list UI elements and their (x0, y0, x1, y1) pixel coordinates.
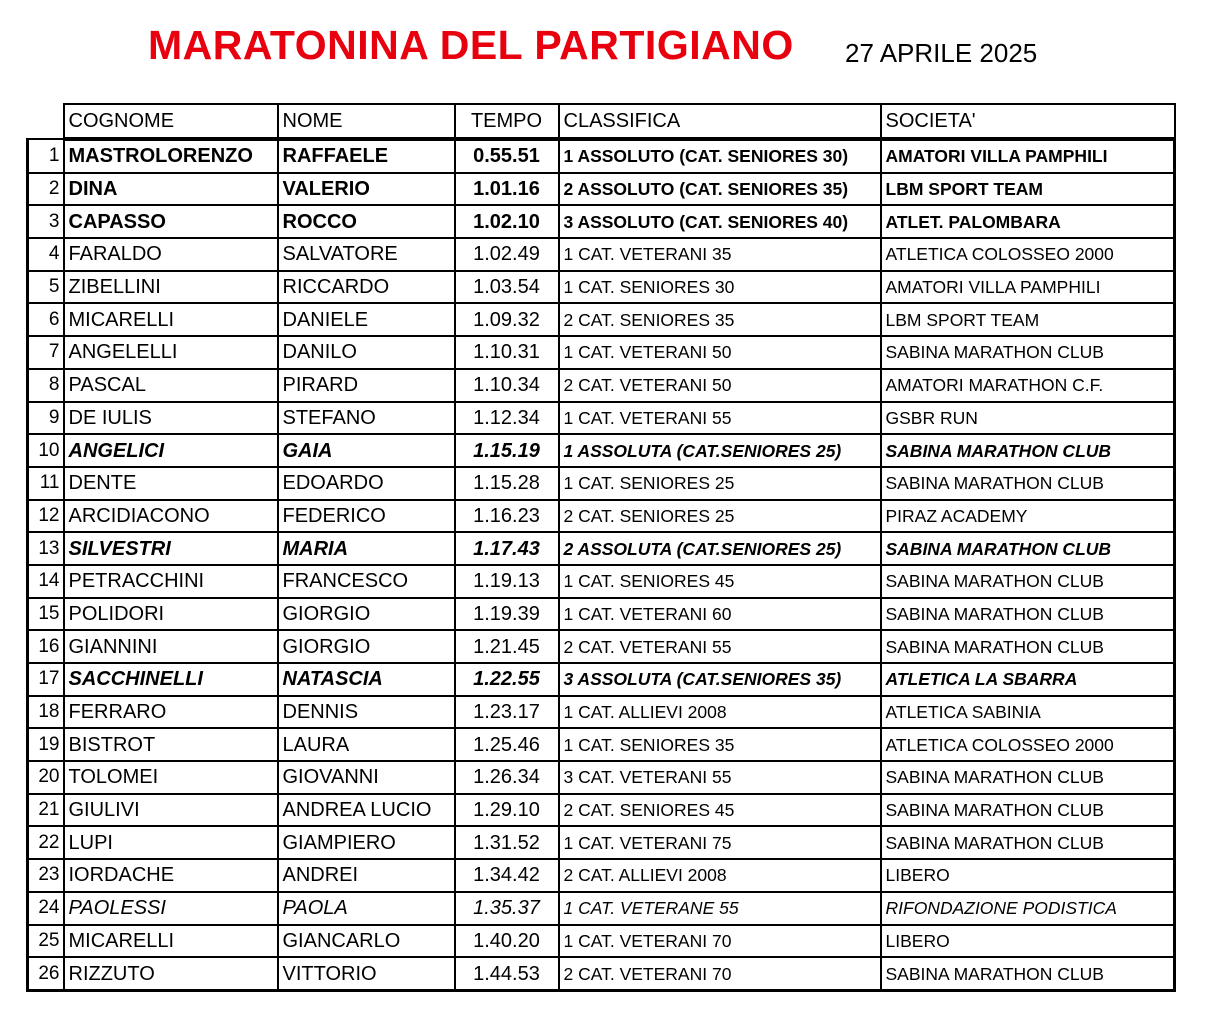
nome-cell: NATASCIA (278, 663, 455, 696)
table-row (28, 369, 1175, 402)
table-row (28, 859, 1175, 892)
nome-cell: LAURA (278, 728, 455, 761)
societa-cell: SABINA MARATHON CLUB (881, 957, 1175, 990)
cognome-cell: DINA (64, 173, 278, 206)
societa-cell: PIRAZ ACADEMY (881, 500, 1175, 533)
cognome-cell: ANGELICI (64, 434, 278, 467)
nome-cell: GIANCARLO (278, 925, 455, 958)
cognome-cell: TOLOMEI (64, 761, 278, 794)
position-cell: 6 (28, 303, 64, 336)
classifica-cell: 2 CAT. ALLIEVI 2008 (559, 859, 881, 892)
classifica-cell: 2 CAT. VETERANI 55 (559, 630, 881, 663)
position-cell: 15 (28, 598, 64, 631)
position-cell: 22 (28, 826, 64, 859)
table-row (28, 925, 1175, 958)
header-classifica: CLASSIFICA (559, 104, 881, 139)
tempo-cell: 1.22.55 (455, 663, 559, 696)
tempo-cell: 1.44.53 (455, 957, 559, 990)
societa-cell: LBM SPORT TEAM (881, 303, 1175, 336)
position-cell: 10 (28, 434, 64, 467)
cognome-cell: GIULIVI (64, 794, 278, 827)
tempo-cell: 1.10.31 (455, 336, 559, 369)
classifica-cell: 1 CAT. SENIORES 30 (559, 271, 881, 304)
societa-cell: AMATORI VILLA PAMPHILI (881, 139, 1175, 173)
nome-cell: GIAMPIERO (278, 826, 455, 859)
table-row (28, 271, 1175, 304)
tempo-cell: 1.34.42 (455, 859, 559, 892)
position-cell: 5 (28, 271, 64, 304)
table-row (28, 336, 1175, 369)
position-cell: 18 (28, 696, 64, 729)
tempo-cell: 1.35.37 (455, 892, 559, 925)
table-row (28, 957, 1175, 990)
classifica-cell: 3 CAT. VETERANI 55 (559, 761, 881, 794)
classifica-cell: 1 CAT. VETERANI 35 (559, 238, 881, 271)
position-cell: 12 (28, 500, 64, 533)
societa-cell: ATLETICA COLOSSEO 2000 (881, 238, 1175, 271)
nome-cell: FEDERICO (278, 500, 455, 533)
societa-cell: LBM SPORT TEAM (881, 173, 1175, 206)
results-table (26, 103, 1176, 992)
tempo-cell: 1.19.13 (455, 565, 559, 598)
tempo-cell: 1.15.28 (455, 467, 559, 500)
table-row (28, 205, 1175, 238)
nome-cell: GIOVANNI (278, 761, 455, 794)
header-societa: SOCIETA' (881, 104, 1175, 139)
position-cell: 2 (28, 173, 64, 206)
tempo-cell: 1.02.49 (455, 238, 559, 271)
position-cell: 11 (28, 467, 64, 500)
tempo-cell: 1.25.46 (455, 728, 559, 761)
nome-cell: STEFANO (278, 402, 455, 435)
societa-cell: SABINA MARATHON CLUB (881, 565, 1175, 598)
tempo-cell: 1.02.10 (455, 205, 559, 238)
societa-cell: ATLETICA COLOSSEO 2000 (881, 728, 1175, 761)
table-row (28, 402, 1175, 435)
cognome-cell: LUPI (64, 826, 278, 859)
classifica-cell: 2 CAT. VETERANI 70 (559, 957, 881, 990)
table-row (28, 892, 1175, 925)
table-body (28, 139, 1175, 990)
header-row (28, 104, 1175, 139)
classifica-cell: 1 CAT. SENIORES 45 (559, 565, 881, 598)
position-cell: 4 (28, 238, 64, 271)
table-row (28, 467, 1175, 500)
tempo-cell: 1.10.34 (455, 369, 559, 402)
page-title: MARATONINA DEL PARTIGIANO (148, 22, 794, 68)
cognome-cell: PETRACCHINI (64, 565, 278, 598)
cognome-cell: MICARELLI (64, 303, 278, 336)
classifica-cell: 2 CAT. VETERANI 50 (559, 369, 881, 402)
cognome-cell: ANGELELLI (64, 336, 278, 369)
cognome-cell: ARCIDIACONO (64, 500, 278, 533)
nome-cell: GAIA (278, 434, 455, 467)
societa-cell: SABINA MARATHON CLUB (881, 826, 1175, 859)
tempo-cell: 1.16.23 (455, 500, 559, 533)
nome-cell: EDOARDO (278, 467, 455, 500)
nome-cell: FRANCESCO (278, 565, 455, 598)
table-row (28, 238, 1175, 271)
nome-cell: DANILO (278, 336, 455, 369)
societa-cell: LIBERO (881, 859, 1175, 892)
tempo-cell: 1.01.16 (455, 173, 559, 206)
table-row (28, 598, 1175, 631)
societa-cell: AMATORI MARATHON C.F. (881, 369, 1175, 402)
cognome-cell: GIANNINI (64, 630, 278, 663)
cognome-cell: DE IULIS (64, 402, 278, 435)
nome-cell: ANDREA LUCIO (278, 794, 455, 827)
societa-cell: RIFONDAZIONE PODISTICA (881, 892, 1175, 925)
position-cell: 26 (28, 957, 64, 990)
tempo-cell: 1.29.10 (455, 794, 559, 827)
cognome-cell: PASCAL (64, 369, 278, 402)
tempo-cell: 1.23.17 (455, 696, 559, 729)
nome-cell: SALVATORE (278, 238, 455, 271)
cognome-cell: MASTROLORENZO (64, 139, 278, 173)
position-cell: 17 (28, 663, 64, 696)
table-row (28, 794, 1175, 827)
nome-cell: GIORGIO (278, 630, 455, 663)
cognome-cell: BISTROT (64, 728, 278, 761)
societa-cell: SABINA MARATHON CLUB (881, 336, 1175, 369)
classifica-cell: 1 CAT. ALLIEVI 2008 (559, 696, 881, 729)
cognome-cell: RIZZUTO (64, 957, 278, 990)
classifica-cell: 1 CAT. VETERANE 55 (559, 892, 881, 925)
tempo-cell: 1.03.54 (455, 271, 559, 304)
table-row (28, 303, 1175, 336)
societa-cell: SABINA MARATHON CLUB (881, 630, 1175, 663)
position-cell: 7 (28, 336, 64, 369)
nome-cell: DANIELE (278, 303, 455, 336)
cognome-cell: PAOLESSI (64, 892, 278, 925)
classifica-cell: 2 CAT. SENIORES 35 (559, 303, 881, 336)
cognome-cell: ZIBELLINI (64, 271, 278, 304)
nome-cell: VALERIO (278, 173, 455, 206)
header-position-cell (28, 104, 64, 139)
table-row (28, 500, 1175, 533)
table-row (28, 434, 1175, 467)
position-cell: 13 (28, 532, 64, 565)
cognome-cell: FARALDO (64, 238, 278, 271)
position-cell: 21 (28, 794, 64, 827)
classifica-cell: 2 CAT. SENIORES 45 (559, 794, 881, 827)
societa-cell: ATLETICA LA SBARRA (881, 663, 1175, 696)
nome-cell: GIORGIO (278, 598, 455, 631)
classifica-cell: 2 ASSOLUTO (CAT. SENIORES 35) (559, 173, 881, 206)
tempo-cell: 0.55.51 (455, 139, 559, 173)
position-cell: 3 (28, 205, 64, 238)
tempo-cell: 1.09.32 (455, 303, 559, 336)
cognome-cell: DENTE (64, 467, 278, 500)
header-nome: NOME (278, 104, 455, 139)
societa-cell: GSBR RUN (881, 402, 1175, 435)
table-row (28, 826, 1175, 859)
societa-cell: SABINA MARATHON CLUB (881, 532, 1175, 565)
tempo-cell: 1.17.43 (455, 532, 559, 565)
nome-cell: ROCCO (278, 205, 455, 238)
tempo-cell: 1.19.39 (455, 598, 559, 631)
header-tempo: TEMPO (455, 104, 559, 139)
event-date: 27 APRILE 2025 (845, 38, 1038, 68)
classifica-cell: 1 ASSOLUTA (CAT.SENIORES 25) (559, 434, 881, 467)
table-row (28, 630, 1175, 663)
cognome-cell: SACCHINELLI (64, 663, 278, 696)
position-cell: 20 (28, 761, 64, 794)
societa-cell: SABINA MARATHON CLUB (881, 467, 1175, 500)
cognome-cell: CAPASSO (64, 205, 278, 238)
tempo-cell: 1.40.20 (455, 925, 559, 958)
tempo-cell: 1.21.45 (455, 630, 559, 663)
societa-cell: AMATORI VILLA PAMPHILI (881, 271, 1175, 304)
classifica-cell: 1 CAT. VETERANI 75 (559, 826, 881, 859)
classifica-cell: 2 CAT. SENIORES 25 (559, 500, 881, 533)
classifica-cell: 1 CAT. SENIORES 25 (559, 467, 881, 500)
classifica-cell: 1 CAT. VETERANI 60 (559, 598, 881, 631)
table-row (28, 139, 1175, 173)
nome-cell: DENNIS (278, 696, 455, 729)
nome-cell: RAFFAELE (278, 139, 455, 173)
position-cell: 25 (28, 925, 64, 958)
position-cell: 8 (28, 369, 64, 402)
classifica-cell: 1 CAT. SENIORES 35 (559, 728, 881, 761)
table-row (28, 696, 1175, 729)
societa-cell: ATLET. PALOMBARA (881, 205, 1175, 238)
position-cell: 14 (28, 565, 64, 598)
cognome-cell: POLIDORI (64, 598, 278, 631)
tempo-cell: 1.12.34 (455, 402, 559, 435)
nome-cell: VITTORIO (278, 957, 455, 990)
classifica-cell: 3 ASSOLUTO (CAT. SENIORES 40) (559, 205, 881, 238)
table-row (28, 761, 1175, 794)
position-cell: 16 (28, 630, 64, 663)
position-cell: 23 (28, 859, 64, 892)
classifica-cell: 1 ASSOLUTO (CAT. SENIORES 30) (559, 139, 881, 173)
societa-cell: SABINA MARATHON CLUB (881, 598, 1175, 631)
table-row (28, 565, 1175, 598)
cognome-cell: SILVESTRI (64, 532, 278, 565)
nome-cell: RICCARDO (278, 271, 455, 304)
table-header (28, 104, 1175, 139)
tempo-cell: 1.15.19 (455, 434, 559, 467)
classifica-cell: 1 CAT. VETERANI 55 (559, 402, 881, 435)
nome-cell: PAOLA (278, 892, 455, 925)
position-cell: 24 (28, 892, 64, 925)
position-cell: 9 (28, 402, 64, 435)
societa-cell: LIBERO (881, 925, 1175, 958)
tempo-cell: 1.31.52 (455, 826, 559, 859)
cognome-cell: FERRARO (64, 696, 278, 729)
societa-cell: SABINA MARATHON CLUB (881, 761, 1175, 794)
table-row (28, 532, 1175, 565)
position-cell: 19 (28, 728, 64, 761)
cognome-cell: IORDACHE (64, 859, 278, 892)
classifica-cell: 2 ASSOLUTA (CAT.SENIORES 25) (559, 532, 881, 565)
societa-cell: SABINA MARATHON CLUB (881, 794, 1175, 827)
table-row (28, 728, 1175, 761)
nome-cell: PIRARD (278, 369, 455, 402)
classifica-cell: 1 CAT. VETERANI 70 (559, 925, 881, 958)
societa-cell: SABINA MARATHON CLUB (881, 434, 1175, 467)
tempo-cell: 1.26.34 (455, 761, 559, 794)
societa-cell: ATLETICA SABINIA (881, 696, 1175, 729)
position-cell: 1 (28, 139, 64, 173)
nome-cell: ANDREI (278, 859, 455, 892)
table-row (28, 663, 1175, 696)
cognome-cell: MICARELLI (64, 925, 278, 958)
classifica-cell: 1 CAT. VETERANI 50 (559, 336, 881, 369)
nome-cell: MARIA (278, 532, 455, 565)
classifica-cell: 3 ASSOLUTA (CAT.SENIORES 35) (559, 663, 881, 696)
header-cognome: COGNOME (64, 104, 278, 139)
table-row (28, 173, 1175, 206)
